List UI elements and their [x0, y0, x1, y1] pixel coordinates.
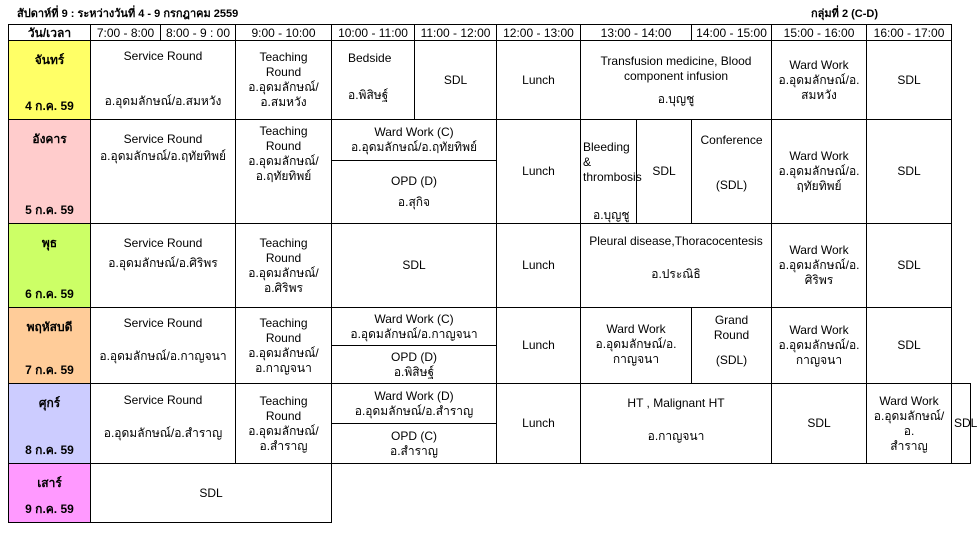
- service-round-cell: Service Round อ.อุดมลักษณ์/อ.สำราญ: [91, 384, 236, 464]
- schedule-group-label: กลุ่มที่ 2 (C-D): [811, 8, 879, 20]
- teaching-round-cell: Teaching Round อ.อุดมลักษณ์/ อ.สำราญ: [236, 384, 332, 464]
- ward-work-c-cell: Ward Work (C) อ.อุดมลักษณ์/อ.กาญจนา: [332, 308, 497, 346]
- schedule-week-title: สัปดาห์ที่ 9 : ระหว่างวันที่ 4 - 9 กรกฎาคม 2559: [17, 8, 239, 20]
- lunch-cell: Lunch: [497, 120, 581, 224]
- sdl-cell: SDL: [867, 224, 952, 308]
- service-round-cell: Service Round อ.อุดมลักษณ์/อ.ฤทัยทิพย์: [91, 120, 236, 224]
- empty-area: [332, 464, 952, 523]
- table-header-row: [9, 25, 971, 41]
- sdl-cell: SDL: [867, 41, 952, 120]
- col-header: 14:00 - 15:00: [692, 25, 772, 41]
- grand-round-cell: Grand Round (SDL): [692, 308, 772, 384]
- day-date: 7 ก.ค. 59: [25, 363, 74, 377]
- table-row: [9, 120, 971, 161]
- col-header: 15:00 - 16:00: [772, 25, 867, 41]
- opd-cell: OPD (D) อ.สุกิจ: [332, 161, 497, 224]
- sdl-cell: SDL: [91, 464, 332, 523]
- day-cell-monday: [9, 41, 91, 120]
- opd-cell: OPD (C) อ.สำราญ: [332, 424, 497, 464]
- ward-work-d-cell: Ward Work (D) อ.อุดมลักษณ์/อ.สำราญ: [332, 384, 497, 424]
- afternoon-topic-cell: Transfusion medicine, Blood component infusion อ.บุญชู: [581, 41, 772, 120]
- sdl-cell: SDL: [415, 41, 497, 120]
- teaching-round-cell: Teaching Round อ.อุดมลักษณ์/ อ.กาญจนา: [236, 308, 332, 384]
- day-name: ศุกร์: [38, 396, 61, 410]
- ward-work-cell: Ward Work อ.อุดมลักษณ์/อ. กาญจนา: [772, 308, 867, 384]
- conference-cell: Conference (SDL): [692, 120, 772, 224]
- ward-work-cell: Ward Work อ.อุดมลักษณ์/อ. สมหวัง: [772, 41, 867, 120]
- teaching-round-cell: Teaching Round อ.อุดมลักษณ์/ อ.ศิริพร: [236, 224, 332, 308]
- afternoon-topic-cell: HT , Malignant HT อ.กาญจนา: [581, 384, 772, 464]
- ward-work-cell: Ward Work อ.อุดมลักษณ์/อ. สำราญ: [867, 384, 952, 464]
- sdl-cell: SDL: [637, 120, 692, 224]
- table-row: [9, 384, 971, 424]
- day-cell-friday: [9, 384, 91, 464]
- day-date: 8 ก.ค. 59: [25, 443, 74, 457]
- lunch-cell: Lunch: [497, 41, 581, 120]
- table-row: [9, 224, 971, 308]
- day-date: 4 ก.ค. 59: [25, 99, 74, 113]
- opd-cell: OPD (D) อ.พิสิษฐ์: [332, 346, 497, 384]
- sdl-cell: SDL: [867, 120, 952, 224]
- col-header: 9:00 - 10:00: [236, 25, 332, 41]
- day-date: 9 ก.ค. 59: [25, 502, 74, 516]
- day-name: เสาร์: [37, 476, 62, 490]
- service-round-cell: Service Round อ.อุดมลักษณ์/อ.ศิริพร: [91, 224, 236, 308]
- day-name: พฤหัสบดี: [26, 320, 73, 334]
- col-header: 12:00 - 13:00: [497, 25, 581, 41]
- day-name: พุธ: [41, 236, 58, 250]
- ward-work-cell: Ward Work อ.อุดมลักษณ์/อ. ศิริพร: [772, 224, 867, 308]
- sdl-cell: SDL: [867, 308, 952, 384]
- col-header: 10:00 - 11:00: [332, 25, 415, 41]
- afternoon-ward-work-cell: Ward Work อ.อุดมลักษณ์/อ. กาญจนา: [581, 308, 692, 384]
- day-cell-thursday: [9, 308, 91, 384]
- col-header: 11:00 - 12:00: [415, 25, 497, 41]
- sdl-cell: SDL: [772, 384, 867, 464]
- col-header-day: วัน/เวลา: [9, 25, 91, 41]
- table-row: [9, 308, 971, 346]
- sdl-cell: SDL: [332, 224, 497, 308]
- day-name: จันทร์: [34, 53, 65, 67]
- bleeding-cell: Bleeding & thrombosis อ.บุญชู: [581, 120, 637, 224]
- col-header: 16:00 - 17:00: [867, 25, 952, 41]
- service-round-cell: Service Round อ.อุดมลักษณ์/อ.สมหวัง: [91, 41, 236, 120]
- table-row: [9, 41, 971, 120]
- lunch-cell: Lunch: [497, 384, 581, 464]
- lunch-cell: Lunch: [497, 308, 581, 384]
- day-date: 6 ก.ค. 59: [25, 287, 74, 301]
- afternoon-topic-cell: Pleural disease,Thoracocentesis อ.ประณิธิ: [581, 224, 772, 308]
- table-row: [9, 464, 971, 523]
- day-name: อังคาร: [32, 132, 67, 146]
- schedule-table: [8, 24, 977, 523]
- day-cell-wednesday: [9, 224, 91, 308]
- col-header: 13:00 - 14:00: [581, 25, 692, 41]
- day-cell-tuesday: [9, 120, 91, 224]
- sdl-cell: SDL: [952, 384, 971, 464]
- bedside-cell: Bedside อ.พิสิษฐ์: [332, 41, 415, 120]
- col-header: 7:00 - 8:00: [91, 25, 161, 41]
- col-header: 8:00 - 9 : 00: [161, 25, 236, 41]
- day-date: 5 ก.ค. 59: [25, 203, 74, 217]
- teaching-round-cell: Teaching Round อ.อุดมลักษณ์/ อ.ฤทัยทิพย์: [236, 120, 332, 224]
- ward-work-c-cell: Ward Work (C) อ.อุดมลักษณ์/อ.ฤทัยทิพย์: [332, 120, 497, 161]
- lunch-cell: Lunch: [497, 224, 581, 308]
- ward-work-cell: Ward Work อ.อุดมลักษณ์/อ. ฤทัยทิพย์: [772, 120, 867, 224]
- teaching-round-cell: Teaching Round อ.อุดมลักษณ์/ อ.สมหวัง: [236, 41, 332, 120]
- service-round-cell: Service Round อ.อุดมลักษณ์/อ.กาญจนา: [91, 308, 236, 384]
- day-cell-saturday: [9, 464, 91, 523]
